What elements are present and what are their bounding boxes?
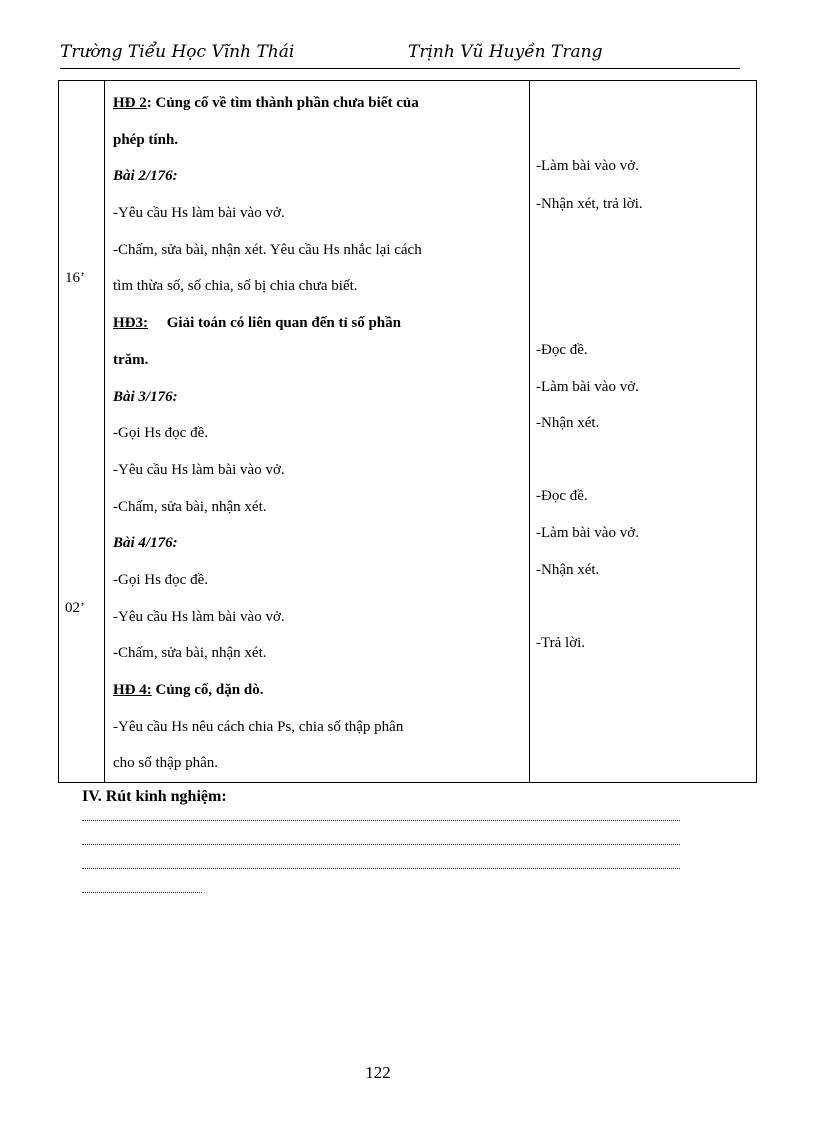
teacher-line: phép tính. <box>113 131 179 148</box>
teacher-line: -Yêu cầu Hs làm bài vào vở. <box>113 608 285 625</box>
lesson-plan-table <box>58 80 757 783</box>
student-line: -Làm bài vào vở. <box>536 158 639 174</box>
dotted-line <box>82 842 680 845</box>
teacher-line: trăm. <box>113 351 149 368</box>
student-activities-column <box>530 81 757 783</box>
dotted-line <box>82 866 680 869</box>
teacher-line: cho số thập phân. <box>113 755 218 772</box>
teacher-line: tìm thừa số, số chia, số bị chia chưa biết. <box>113 278 358 295</box>
student-line: -Làm bài vào vở. <box>536 525 639 541</box>
time-mark: 16’ <box>65 270 85 286</box>
activity-title: : Củng cố về tìm thành phần chưa biết của <box>146 95 419 111</box>
activity-title: Củng cố, dặn dò. <box>155 682 264 698</box>
teacher-line <box>113 85 523 122</box>
teacher-line <box>113 672 523 709</box>
time-column <box>59 81 105 783</box>
student-line: -Đọc đề. <box>536 342 588 358</box>
reflection-title: IV. Rút kinh nghiệm: <box>82 788 227 805</box>
exercise-heading: Bài 2/176: <box>113 168 178 185</box>
student-line: -Trả lời. <box>536 635 586 651</box>
exercise-heading: Bài 3/176: <box>113 388 178 405</box>
student-line: -Nhận xét, trả lời. <box>536 196 643 212</box>
teacher-name: Trịnh Vũ Huyền Trang <box>408 42 603 62</box>
dotted-line <box>82 818 680 821</box>
student-line: -Đọc đề. <box>536 488 588 504</box>
teacher-line: -Chấm, sửa bài, nhận xét. Yêu cầu Hs nhắc lại cách <box>113 241 422 258</box>
activity-label: HĐ 4: <box>113 682 152 698</box>
student-line: -Làm bài vào vở. <box>536 379 639 395</box>
teacher-line: -Chấm, sửa bài, nhận xét. <box>113 498 267 515</box>
teacher-line: -Gọi Hs đọc đề. <box>113 571 208 588</box>
school-name: Trường Tiểu Học Vĩnh Thái <box>60 42 295 62</box>
teacher-activities-column <box>105 81 530 783</box>
time-mark: 02’ <box>65 600 85 616</box>
exercise-heading: Bài 4/176: <box>113 535 178 552</box>
page-number: 122 <box>365 1063 391 1082</box>
teacher-line: -Yêu cầu Hs làm bài vào vở. <box>113 461 285 478</box>
teacher-line: -Yêu cầu Hs làm bài vào vở. <box>113 205 285 222</box>
dotted-line <box>82 890 202 893</box>
student-line: -Nhận xét. <box>536 415 600 431</box>
student-line: -Nhận xét. <box>536 562 600 578</box>
teacher-line: -Yêu cầu Hs nêu cách chia Ps, chia số thập phân <box>113 718 404 735</box>
activity-label: HĐ3: <box>113 315 148 332</box>
activity-label: HĐ 2 <box>113 95 147 111</box>
teacher-line: -Chấm, sửa bài, nhận xét. <box>113 645 267 662</box>
activity-title: Giải toán có liên quan đến tỉ số phần <box>166 315 401 332</box>
page-header <box>60 40 740 69</box>
teacher-line: -Gọi Hs đọc đề. <box>113 425 208 442</box>
teacher-line <box>113 305 523 342</box>
